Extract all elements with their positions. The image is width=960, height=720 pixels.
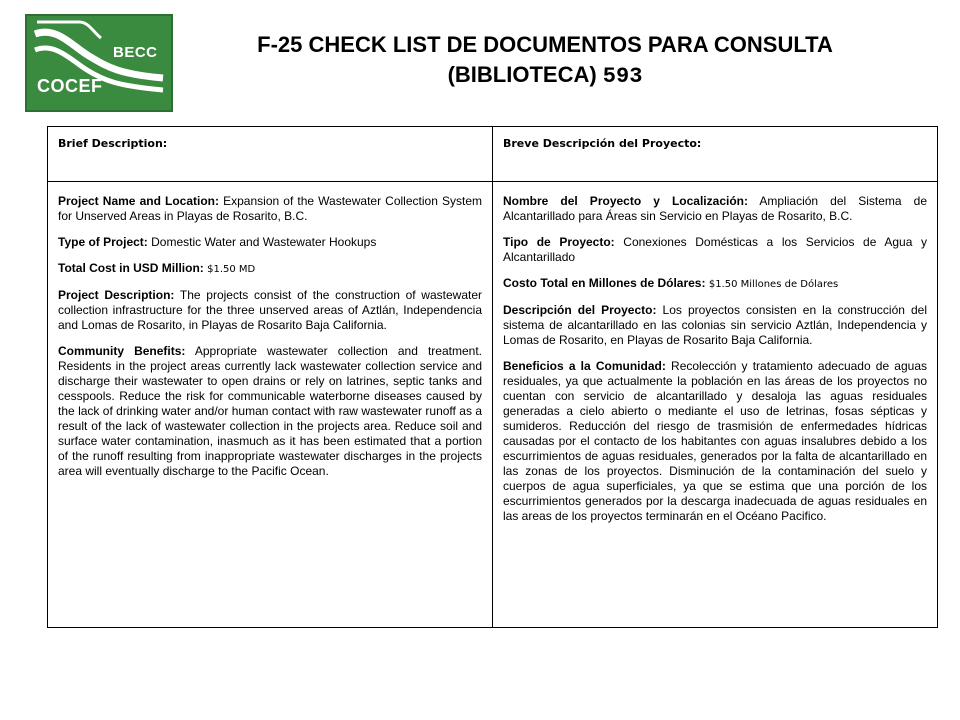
es-desc-label: Descripción del Proyecto: xyxy=(503,303,657,317)
spanish-body xyxy=(493,182,938,628)
es-name-value: Ampliación del Sistema de Alcantarillado para Áreas sin Servicio en Playas de Rosarito, B.C. xyxy=(503,194,927,223)
title-line-1: F-25 CHECK LIST DE DOCUMENTOS PARA CONSULTA xyxy=(257,32,833,57)
english-body xyxy=(48,182,493,628)
en-project-type xyxy=(58,235,482,250)
title-library: (BIBLIOTECA) xyxy=(447,62,597,87)
en-type-value: Domestic Water and Wastewater Hookups xyxy=(151,235,377,249)
page-title xyxy=(205,30,885,92)
description-table xyxy=(47,126,938,628)
becc-cocef-logo xyxy=(25,14,173,112)
es-cost-value: $1.50 Millones de Dólares xyxy=(708,279,839,290)
en-project-name xyxy=(58,194,482,224)
en-cost-label: Total Cost in USD Million: xyxy=(58,261,204,275)
en-community-benefits xyxy=(58,344,482,479)
en-desc-label: Project Description: xyxy=(58,288,175,302)
es-desc-value: Los proyectos consisten en la construcción del sistema de alcantarillado en las colonias sin servicio Aztlán, Independencia y Lomas de Rosarito, en Playas de Rosarito Baja California. xyxy=(503,303,927,347)
es-name-label: Nombre del Proyecto y Localización: xyxy=(503,194,748,208)
es-project-description xyxy=(503,303,927,348)
es-benefits-value: Recolección y tratamiento adecuado de aguas residuales, ya que actualmente la población en las áreas de los proyectos no cuentan con servicio de alcantarillado y desaloja las aguas residuales generadas a cielo abierto o mediante el uso de letrinas, fosas sépticas y sumideros. Reducción del riesgo de trasmisión de enfermedades hídricas causadas por el contacto de los habitantes con aguas insalubres debido a los escurrimientos de aguas residuales, generados por la falta de alcantarillado en las zonas de los proyectos. Disminución de la contaminación del suelo y cuerpos de agua superficiales, ya que se estima que una porción de los escurrimientos generados por la descarga inadecuada de aguas residuales en las areas de los proyectos terminarán en el Océano Pacifico. xyxy=(503,359,928,523)
en-total-cost xyxy=(58,261,482,277)
spanish-header: Breve Descripción del Proyecto: xyxy=(493,127,938,182)
es-project-name xyxy=(503,194,927,224)
es-total-cost xyxy=(503,276,927,292)
es-benefits-label: Beneficios a la Comunidad: xyxy=(503,359,666,373)
english-header: Brief Description: xyxy=(48,127,493,182)
en-name-value: Expansion of the Wastewater Collection System for Unserved Areas in Playas de Rosarito, B.C. xyxy=(58,194,482,223)
logo-text-becc: BECC xyxy=(113,44,158,61)
es-project-type xyxy=(503,235,927,265)
es-community-benefits xyxy=(503,359,927,524)
en-type-label: Type of Project: xyxy=(58,235,148,249)
en-cost-value: $1.50 MD xyxy=(207,264,256,275)
es-type-value: Conexiones Domésticas a los Servicios de Agua y Alcantarillado xyxy=(503,235,927,264)
es-cost-label: Costo Total en Millones de Dólares: xyxy=(503,276,706,290)
document-number: 593 xyxy=(602,64,643,89)
es-type-label: Tipo de Proyecto: xyxy=(503,235,615,249)
title-line-2 xyxy=(205,60,885,92)
en-project-description xyxy=(58,288,482,333)
logo-text-cocef: COCEF xyxy=(37,76,103,96)
en-benefits-value: Appropriate wastewater collection and treatment. Residents in the project areas currently lack wastewater collection service and discharge their wastewater to open drains or rely on latrines, septic tanks and cesspools. Reduce the risk for communicable waterborne diseases caused by the lack of drinking water and/or human contact with raw wastewater runoff as a result of the lack of wastewater collection in the projects area. Reduce soil and surface water contamination, inasmuch as it has been estimated that a portion of the runoff resulting from inappropriate wastewater discharges in the projects area will eventually discharge to the Pacific Ocean. xyxy=(58,344,482,478)
en-benefits-label: Community Benefits: xyxy=(58,344,186,358)
en-name-label: Project Name and Location: xyxy=(58,194,220,208)
en-desc-value: The projects consist of the construction of wastewater collection infrastructure for the three unserved areas of Aztlán, Independencia and Lomas de Rosarito, in Playas de Rosarito Baja California. xyxy=(58,288,482,332)
